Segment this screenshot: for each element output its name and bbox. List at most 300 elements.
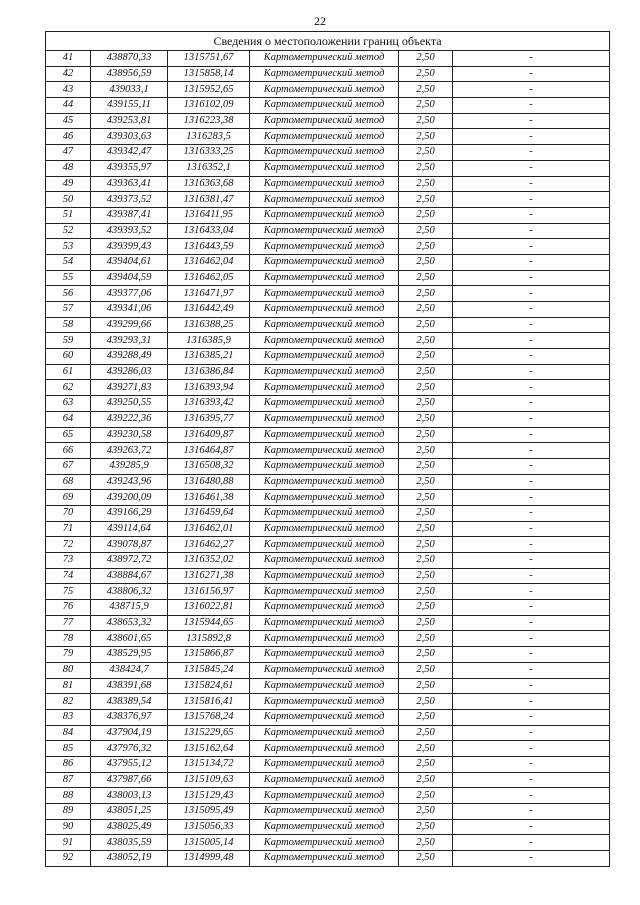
note: - xyxy=(453,804,610,820)
note: - xyxy=(453,600,610,616)
table-row xyxy=(46,694,610,710)
method: Картометрический метод xyxy=(250,662,399,678)
point-number: 64 xyxy=(46,411,91,427)
table-row xyxy=(46,584,610,600)
table-row xyxy=(46,160,610,176)
x-coordinate: 439285,9 xyxy=(91,458,168,474)
y-coordinate: 1315229,65 xyxy=(168,725,250,741)
x-coordinate: 438715,9 xyxy=(91,600,168,616)
y-coordinate: 1316223,38 xyxy=(168,113,250,129)
accuracy: 2,50 xyxy=(399,474,453,490)
table-row xyxy=(46,223,610,239)
method: Картометрический метод xyxy=(250,254,399,270)
note: - xyxy=(453,772,610,788)
accuracy: 2,50 xyxy=(399,647,453,663)
point-number: 78 xyxy=(46,631,91,647)
y-coordinate: 1316363,68 xyxy=(168,176,250,192)
table-row xyxy=(46,474,610,490)
method: Картометрический метод xyxy=(250,207,399,223)
point-number: 49 xyxy=(46,176,91,192)
method: Картометрический метод xyxy=(250,851,399,867)
x-coordinate: 439299,66 xyxy=(91,317,168,333)
method: Картометрический метод xyxy=(250,443,399,459)
y-coordinate: 1315944,65 xyxy=(168,615,250,631)
accuracy: 2,50 xyxy=(399,678,453,694)
y-coordinate: 1315056,33 xyxy=(168,819,250,835)
y-coordinate: 1315845,24 xyxy=(168,662,250,678)
point-number: 73 xyxy=(46,553,91,569)
x-coordinate: 439404,59 xyxy=(91,270,168,286)
note: - xyxy=(453,254,610,270)
accuracy: 2,50 xyxy=(399,396,453,412)
note: - xyxy=(453,835,610,851)
accuracy: 2,50 xyxy=(399,239,453,255)
y-coordinate: 1316459,64 xyxy=(168,505,250,521)
table-row xyxy=(46,835,610,851)
accuracy: 2,50 xyxy=(399,176,453,192)
table-body xyxy=(46,51,610,867)
y-coordinate: 1315751,67 xyxy=(168,51,250,67)
x-coordinate: 439377,06 xyxy=(91,286,168,302)
note: - xyxy=(453,51,610,67)
note: - xyxy=(453,756,610,772)
x-coordinate: 439399,43 xyxy=(91,239,168,255)
note: - xyxy=(453,380,610,396)
method: Картометрический метод xyxy=(250,82,399,98)
x-coordinate: 439404,61 xyxy=(91,254,168,270)
x-coordinate: 438806,32 xyxy=(91,584,168,600)
x-coordinate: 437987,66 xyxy=(91,772,168,788)
point-number: 54 xyxy=(46,254,91,270)
method: Картометрический метод xyxy=(250,145,399,161)
method: Картометрический метод xyxy=(250,631,399,647)
method: Картометрический метод xyxy=(250,270,399,286)
note: - xyxy=(453,333,610,349)
x-coordinate: 439155,11 xyxy=(91,98,168,114)
y-coordinate: 1316385,21 xyxy=(168,349,250,365)
x-coordinate: 438529,95 xyxy=(91,647,168,663)
accuracy: 2,50 xyxy=(399,302,453,318)
method: Картометрический метод xyxy=(250,568,399,584)
note: - xyxy=(453,458,610,474)
table-row xyxy=(46,772,610,788)
method: Картометрический метод xyxy=(250,223,399,239)
method: Картометрический метод xyxy=(250,349,399,365)
y-coordinate: 1316102,09 xyxy=(168,98,250,114)
accuracy: 2,50 xyxy=(399,709,453,725)
method: Картометрический метод xyxy=(250,66,399,82)
y-coordinate: 1316352,02 xyxy=(168,553,250,569)
note: - xyxy=(453,286,610,302)
x-coordinate: 439114,64 xyxy=(91,521,168,537)
method: Картометрический метод xyxy=(250,239,399,255)
point-number: 86 xyxy=(46,756,91,772)
y-coordinate: 1316395,77 xyxy=(168,411,250,427)
accuracy: 2,50 xyxy=(399,804,453,820)
accuracy: 2,50 xyxy=(399,835,453,851)
table-row xyxy=(46,396,610,412)
x-coordinate: 438601,65 xyxy=(91,631,168,647)
method: Картометрический метод xyxy=(250,725,399,741)
accuracy: 2,50 xyxy=(399,615,453,631)
table-row xyxy=(46,66,610,82)
y-coordinate: 1316271,38 xyxy=(168,568,250,584)
method: Картометрический метод xyxy=(250,804,399,820)
note: - xyxy=(453,443,610,459)
table-row xyxy=(46,113,610,129)
x-coordinate: 439243,96 xyxy=(91,474,168,490)
method: Картометрический метод xyxy=(250,427,399,443)
accuracy: 2,50 xyxy=(399,756,453,772)
note: - xyxy=(453,82,610,98)
note: - xyxy=(453,709,610,725)
note: - xyxy=(453,411,610,427)
method: Картометрический метод xyxy=(250,317,399,333)
note: - xyxy=(453,160,610,176)
method: Картометрический метод xyxy=(250,474,399,490)
x-coordinate: 438051,25 xyxy=(91,804,168,820)
point-number: 88 xyxy=(46,788,91,804)
table-row xyxy=(46,82,610,98)
method: Картометрический метод xyxy=(250,584,399,600)
point-number: 82 xyxy=(46,694,91,710)
table-row xyxy=(46,615,610,631)
y-coordinate: 1316393,94 xyxy=(168,380,250,396)
method: Картометрический метод xyxy=(250,505,399,521)
accuracy: 2,50 xyxy=(399,411,453,427)
method: Картометрический метод xyxy=(250,302,399,318)
point-number: 45 xyxy=(46,113,91,129)
method: Картометрический метод xyxy=(250,364,399,380)
point-number: 62 xyxy=(46,380,91,396)
point-number: 74 xyxy=(46,568,91,584)
note: - xyxy=(453,317,610,333)
note: - xyxy=(453,98,610,114)
point-number: 55 xyxy=(46,270,91,286)
point-number: 81 xyxy=(46,678,91,694)
accuracy: 2,50 xyxy=(399,584,453,600)
accuracy: 2,50 xyxy=(399,851,453,867)
y-coordinate: 1315824,61 xyxy=(168,678,250,694)
note: - xyxy=(453,176,610,192)
table-row xyxy=(46,505,610,521)
y-coordinate: 1316442,49 xyxy=(168,302,250,318)
method: Картометрический метод xyxy=(250,411,399,427)
note: - xyxy=(453,270,610,286)
x-coordinate: 438052,19 xyxy=(91,851,168,867)
point-number: 58 xyxy=(46,317,91,333)
point-number: 76 xyxy=(46,600,91,616)
method: Картометрический метод xyxy=(250,553,399,569)
y-coordinate: 1316411,95 xyxy=(168,207,250,223)
point-number: 90 xyxy=(46,819,91,835)
note: - xyxy=(453,474,610,490)
page-number: 22 xyxy=(314,14,326,28)
table-row xyxy=(46,129,610,145)
table-row xyxy=(46,349,610,365)
method: Картометрический метод xyxy=(250,521,399,537)
method: Картометрический метод xyxy=(250,835,399,851)
y-coordinate: 1316352,1 xyxy=(168,160,250,176)
method: Картометрический метод xyxy=(250,756,399,772)
table-row xyxy=(46,788,610,804)
x-coordinate: 438035,59 xyxy=(91,835,168,851)
y-coordinate: 1316381,47 xyxy=(168,192,250,208)
point-number: 51 xyxy=(46,207,91,223)
point-number: 77 xyxy=(46,615,91,631)
x-coordinate: 439263,72 xyxy=(91,443,168,459)
note: - xyxy=(453,490,610,506)
accuracy: 2,50 xyxy=(399,286,453,302)
method: Картометрический метод xyxy=(250,772,399,788)
accuracy: 2,50 xyxy=(399,270,453,286)
accuracy: 2,50 xyxy=(399,223,453,239)
accuracy: 2,50 xyxy=(399,725,453,741)
note: - xyxy=(453,113,610,129)
x-coordinate: 439200,09 xyxy=(91,490,168,506)
x-coordinate: 438424,7 xyxy=(91,662,168,678)
y-coordinate: 1316462,27 xyxy=(168,537,250,553)
method: Картометрический метод xyxy=(250,537,399,553)
note: - xyxy=(453,741,610,757)
y-coordinate: 1315162,64 xyxy=(168,741,250,757)
point-number: 72 xyxy=(46,537,91,553)
point-number: 53 xyxy=(46,239,91,255)
accuracy: 2,50 xyxy=(399,66,453,82)
note: - xyxy=(453,427,610,443)
method: Картометрический метод xyxy=(250,819,399,835)
x-coordinate: 439286,03 xyxy=(91,364,168,380)
point-number: 50 xyxy=(46,192,91,208)
x-coordinate: 439230,58 xyxy=(91,427,168,443)
note: - xyxy=(453,553,610,569)
table-row xyxy=(46,286,610,302)
table-row xyxy=(46,662,610,678)
note: - xyxy=(453,349,610,365)
point-number: 42 xyxy=(46,66,91,82)
note: - xyxy=(453,66,610,82)
accuracy: 2,50 xyxy=(399,600,453,616)
x-coordinate: 439342,47 xyxy=(91,145,168,161)
note: - xyxy=(453,223,610,239)
method: Картометрический метод xyxy=(250,98,399,114)
x-coordinate: 439166,29 xyxy=(91,505,168,521)
y-coordinate: 1315095,49 xyxy=(168,804,250,820)
accuracy: 2,50 xyxy=(399,741,453,757)
accuracy: 2,50 xyxy=(399,129,453,145)
accuracy: 2,50 xyxy=(399,113,453,129)
x-coordinate: 439033,1 xyxy=(91,82,168,98)
y-coordinate: 1315858,14 xyxy=(168,66,250,82)
accuracy: 2,50 xyxy=(399,819,453,835)
method: Картометрический метод xyxy=(250,51,399,67)
table-row xyxy=(46,333,610,349)
method: Картометрический метод xyxy=(250,176,399,192)
x-coordinate: 439250,55 xyxy=(91,396,168,412)
table-head xyxy=(46,32,610,51)
accuracy: 2,50 xyxy=(399,490,453,506)
y-coordinate: 1316333,25 xyxy=(168,145,250,161)
note: - xyxy=(453,647,610,663)
table-row xyxy=(46,741,610,757)
table-row xyxy=(46,302,610,318)
table-row xyxy=(46,51,610,67)
table-row xyxy=(46,537,610,553)
table-row xyxy=(46,521,610,537)
table-row xyxy=(46,364,610,380)
y-coordinate: 1315816,41 xyxy=(168,694,250,710)
x-coordinate: 438025,49 xyxy=(91,819,168,835)
point-number: 68 xyxy=(46,474,91,490)
method: Картометрический метод xyxy=(250,647,399,663)
y-coordinate: 1315129,43 xyxy=(168,788,250,804)
accuracy: 2,50 xyxy=(399,568,453,584)
y-coordinate: 1316283,5 xyxy=(168,129,250,145)
point-number: 89 xyxy=(46,804,91,820)
point-number: 70 xyxy=(46,505,91,521)
method: Картометрический метод xyxy=(250,333,399,349)
note: - xyxy=(453,662,610,678)
point-number: 63 xyxy=(46,396,91,412)
point-number: 41 xyxy=(46,51,91,67)
accuracy: 2,50 xyxy=(399,317,453,333)
point-number: 83 xyxy=(46,709,91,725)
accuracy: 2,50 xyxy=(399,505,453,521)
x-coordinate: 439373,52 xyxy=(91,192,168,208)
y-coordinate: 1315768,24 xyxy=(168,709,250,725)
y-coordinate: 1316464,87 xyxy=(168,443,250,459)
accuracy: 2,50 xyxy=(399,333,453,349)
point-number: 46 xyxy=(46,129,91,145)
point-number: 65 xyxy=(46,427,91,443)
point-number: 56 xyxy=(46,286,91,302)
x-coordinate: 439078,87 xyxy=(91,537,168,553)
point-number: 67 xyxy=(46,458,91,474)
method: Картометрический метод xyxy=(250,286,399,302)
table-row xyxy=(46,207,610,223)
x-coordinate: 438653,32 xyxy=(91,615,168,631)
note: - xyxy=(453,819,610,835)
point-number: 69 xyxy=(46,490,91,506)
table-row xyxy=(46,427,610,443)
method: Картометрический метод xyxy=(250,615,399,631)
y-coordinate: 1315134,72 xyxy=(168,756,250,772)
x-coordinate: 439293,31 xyxy=(91,333,168,349)
y-coordinate: 1315952,65 xyxy=(168,82,250,98)
x-coordinate: 439363,41 xyxy=(91,176,168,192)
table-row xyxy=(46,851,610,867)
table-row xyxy=(46,270,610,286)
point-number: 48 xyxy=(46,160,91,176)
accuracy: 2,50 xyxy=(399,662,453,678)
accuracy: 2,50 xyxy=(399,631,453,647)
x-coordinate: 439303,63 xyxy=(91,129,168,145)
note: - xyxy=(453,505,610,521)
method: Картометрический метод xyxy=(250,129,399,145)
x-coordinate: 439393,52 xyxy=(91,223,168,239)
y-coordinate: 1316385,9 xyxy=(168,333,250,349)
point-number: 43 xyxy=(46,82,91,98)
table-row xyxy=(46,176,610,192)
point-number: 79 xyxy=(46,647,91,663)
y-coordinate: 1314999,48 xyxy=(168,851,250,867)
note: - xyxy=(453,725,610,741)
accuracy: 2,50 xyxy=(399,254,453,270)
note: - xyxy=(453,568,610,584)
accuracy: 2,50 xyxy=(399,788,453,804)
x-coordinate: 437955,12 xyxy=(91,756,168,772)
table-row xyxy=(46,756,610,772)
accuracy: 2,50 xyxy=(399,553,453,569)
method: Картометрический метод xyxy=(250,396,399,412)
note: - xyxy=(453,521,610,537)
method: Картометрический метод xyxy=(250,678,399,694)
table-title: Сведения о местоположении границ объекта xyxy=(46,32,610,51)
method: Картометрический метод xyxy=(250,160,399,176)
x-coordinate: 438003,13 xyxy=(91,788,168,804)
table-title-row xyxy=(46,32,610,51)
x-coordinate: 438389,54 xyxy=(91,694,168,710)
note: - xyxy=(453,537,610,553)
note: - xyxy=(453,851,610,867)
note: - xyxy=(453,239,610,255)
accuracy: 2,50 xyxy=(399,160,453,176)
note: - xyxy=(453,207,610,223)
accuracy: 2,50 xyxy=(399,364,453,380)
x-coordinate: 439222,36 xyxy=(91,411,168,427)
note: - xyxy=(453,584,610,600)
y-coordinate: 1316386,84 xyxy=(168,364,250,380)
table-row xyxy=(46,804,610,820)
y-coordinate: 1316462,01 xyxy=(168,521,250,537)
point-number: 60 xyxy=(46,349,91,365)
y-coordinate: 1315109,63 xyxy=(168,772,250,788)
x-coordinate: 439341,06 xyxy=(91,302,168,318)
y-coordinate: 1316508,32 xyxy=(168,458,250,474)
x-coordinate: 439387,41 xyxy=(91,207,168,223)
point-number: 44 xyxy=(46,98,91,114)
table-row xyxy=(46,678,610,694)
y-coordinate: 1316462,04 xyxy=(168,254,250,270)
x-coordinate: 439288,49 xyxy=(91,349,168,365)
note: - xyxy=(453,631,610,647)
note: - xyxy=(453,694,610,710)
y-coordinate: 1316388,25 xyxy=(168,317,250,333)
table-row xyxy=(46,443,610,459)
table-row xyxy=(46,647,610,663)
method: Картометрический метод xyxy=(250,192,399,208)
point-number: 92 xyxy=(46,851,91,867)
method: Картометрический метод xyxy=(250,490,399,506)
note: - xyxy=(453,678,610,694)
y-coordinate: 1316409,87 xyxy=(168,427,250,443)
y-coordinate: 1316433,04 xyxy=(168,223,250,239)
accuracy: 2,50 xyxy=(399,537,453,553)
x-coordinate: 438884,67 xyxy=(91,568,168,584)
table-row xyxy=(46,192,610,208)
point-number: 84 xyxy=(46,725,91,741)
point-number: 87 xyxy=(46,772,91,788)
table-row xyxy=(46,725,610,741)
x-coordinate: 438376,97 xyxy=(91,709,168,725)
method: Картометрический метод xyxy=(250,380,399,396)
accuracy: 2,50 xyxy=(399,207,453,223)
table-row xyxy=(46,145,610,161)
point-number: 75 xyxy=(46,584,91,600)
method: Картометрический метод xyxy=(250,600,399,616)
note: - xyxy=(453,145,610,161)
y-coordinate: 1316471,97 xyxy=(168,286,250,302)
